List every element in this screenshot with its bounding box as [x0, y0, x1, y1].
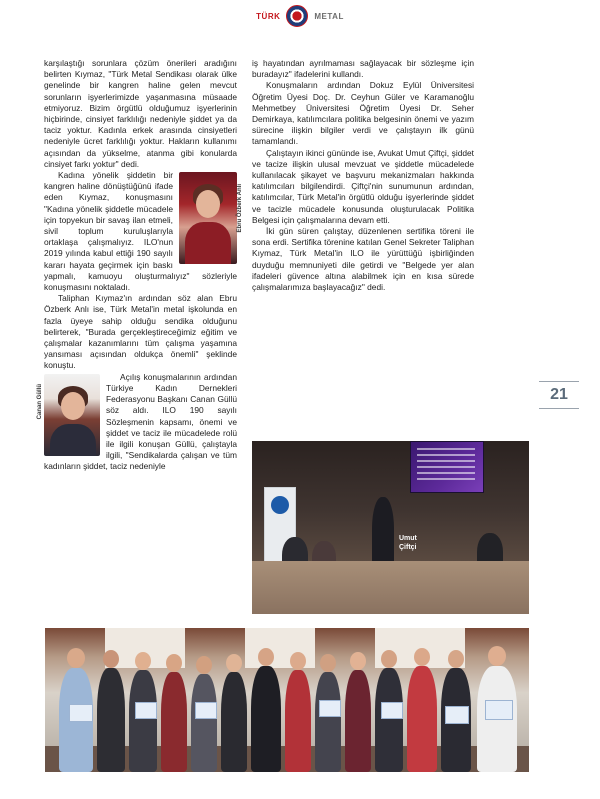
member-body [129, 670, 157, 772]
certificate-frame [69, 704, 93, 722]
member-head [135, 652, 151, 670]
member-body [251, 666, 281, 772]
member-head [320, 654, 336, 672]
certificate-frame [485, 700, 513, 720]
header-brand-left: TÜRK [256, 11, 281, 21]
photo-canan-gullu [37, 374, 100, 456]
member-head [67, 648, 85, 668]
speaker-figure [372, 497, 394, 567]
portrait-face [61, 392, 85, 420]
portrait-image [44, 374, 100, 456]
certificate-frame [195, 702, 217, 719]
photo-caption: Ebru Özberk Anlı [236, 184, 243, 233]
portrait-body [50, 424, 96, 456]
header-brand-right: METAL [314, 11, 344, 21]
group-member [407, 648, 437, 772]
certificate-frame [381, 702, 403, 719]
member-body [97, 668, 125, 772]
text-column-right [252, 58, 474, 293]
member-head [381, 650, 397, 668]
union-logo-icon [286, 5, 308, 27]
group-member [161, 654, 187, 772]
projection-screen [410, 441, 484, 493]
page-number: 21 [539, 381, 579, 409]
member-head [414, 648, 430, 666]
group-member [251, 648, 281, 772]
member-body [221, 672, 247, 772]
photo-ebru-ozberk-anli [179, 172, 243, 264]
portrait-face [196, 190, 220, 218]
member-body [191, 674, 217, 772]
magazine-header [0, 4, 600, 28]
certificate-group-photo [45, 628, 529, 772]
paragraph: iş hayatından ayrılmaması sağlayacak bir sözleşme için buradayız" ifadelerini kullandı. [252, 58, 474, 80]
paragraph [44, 170, 243, 293]
caption-text: Umut Çiftçi [399, 535, 417, 551]
photo-caption [399, 534, 417, 552]
ilo-logo-icon [271, 496, 289, 514]
member-head [226, 654, 242, 672]
member-body [161, 672, 187, 772]
conference-tables [252, 561, 529, 614]
member-head [350, 652, 366, 670]
certificate-frame [319, 700, 341, 717]
member-head [196, 656, 212, 674]
paragraph: Çalıştayın ikinci gününde ise, Avukat Umut Çiftçi, şiddet ve tacize ilişkin ulusal mevzuat ve şiddetle mücadelede kullanılacak şikayet ve başvuru mekanizmaları hakkında katılımcıları bilgilendirdi. Çiftçi'nin sunumunun ardından, katılımcılar, Türk Metal'in örgütlü olduğu işyerlerinde şiddet ve tacizle mücadele konusunda oluşturulacak Politika Belgesi için çalışmalarına devam etti. [252, 147, 474, 225]
member-body [315, 672, 341, 772]
portrait-image [179, 172, 237, 264]
paragraph: İki gün süren çalıştay, düzenlenen sertifika töreni ile sona erdi. Sertifika törenine katılan Genel Sekreter Taliphan Kıymaz, Türk Metal'in ILO ile yürüttüğü işbirliğinden duyduğu memnuniyeti dile getirdi ve "Belgede yer alan ifadeleri güvence altına alabilmek için en kısa sürede çalışmalarımıza başlayacağız" dedi. [252, 226, 474, 293]
workshop-photo [252, 441, 529, 614]
group-member [97, 650, 125, 772]
certificate-frame [445, 706, 469, 724]
member-head [166, 654, 182, 672]
portrait-body [185, 222, 231, 264]
member-head [290, 652, 306, 670]
group-member [345, 652, 371, 772]
member-body [375, 668, 403, 772]
group-member [285, 652, 311, 772]
member-head [448, 650, 464, 668]
paragraph: Konuşmaların ardından Dokuz Eylül Üniversitesi Öğretim Üyesi Doç. Dr. Ceyhun Güler ve Karamanoğlu Mehmetbey Üniversitesi Öğretim Üyesi Dr. Seher Demirkaya, katılımcılara politika belgesinin önemi ve yazım sürecine ilişkin bilgiler verdi ve çalıştayın ilk günü tamamlandı. [252, 80, 474, 147]
member-body [407, 666, 437, 772]
member-body [345, 670, 371, 772]
screen-text-lines [417, 448, 475, 484]
text-column-left [37, 58, 243, 473]
certificate-frame [135, 702, 157, 719]
paragraph [37, 371, 237, 473]
member-head [103, 650, 119, 668]
member-head [258, 648, 274, 666]
paragraph-text: Kadına yönelik şiddetin bir kangren haline dönüştüğünü ifade eden Kıymaz, konuşmasını "Kadına yönelik şiddetle mücadele için topyekun bir savaş ilan etmeli, sivil toplum kuruluşlarıyla ortaklaşa çalışmalıyız. ILO'nun 2019 yılında kabul ettiği 190 sayılı kararı hayata geçirmek için baskı yapmalı, kamuoyu oluşturmalıyız" sözleriyle konuşmasını noktaladı. [44, 170, 237, 293]
member-body [285, 670, 311, 772]
photo-caption: Canan Güllü [37, 383, 43, 420]
paragraph: Taliphan Kıymaz'ın ardından söz alan Ebru Özberk Anlı ise, Türk Metal'in metal işkolunda en fazla üyeye sahip olduğu sendika olduğunu belirterek, "Burada gerçekleştireceğimiz eğitim ve çalışmalar kazanımlarını tüm çalışma yaşamına yansıması açısından oldukça önemli" şeklinde konuştu. [44, 293, 237, 371]
paragraph-text: Açılış konuşmalarının ardından Türkiye Kadın Dernekleri Federasyonu Başkanı Canan Güllü söz aldı. ILO 190 sayılı Sözleşmenin kapsamı, önemi ve şiddet ve taciz ile mücadelede rolü ile ilgili konuşan Güllü, çalıştayla ilgili, "Sendikalarda çalışan ve tüm kadınların şiddet, taciz nedeniyle [44, 371, 237, 472]
member-head [488, 646, 506, 666]
group-member [221, 654, 247, 772]
paragraph: karşılaştığı sorunlara çözüm önerileri aradığını belirten Kıymaz, "Türk Metal Sendikası olarak ülke genelinde bir kangren haline gelen mevcut sorunların işyerlerimizde yaşanmasına müsaade etmiyoruz. Bizim örgütlü olduğumuz işyerlerinin hiçbirinde, cinsiyet farklılığı nedeniyle şiddet ya da taciz yoktur. Kadınla erkek arasında cinsiyetleri nedeniyle ücret farklılığı yoktur. Hakların kullanımı açısından da yükselme, atanma gibi konularda cinsiyet farkı yoktur" dedi. [44, 58, 237, 169]
